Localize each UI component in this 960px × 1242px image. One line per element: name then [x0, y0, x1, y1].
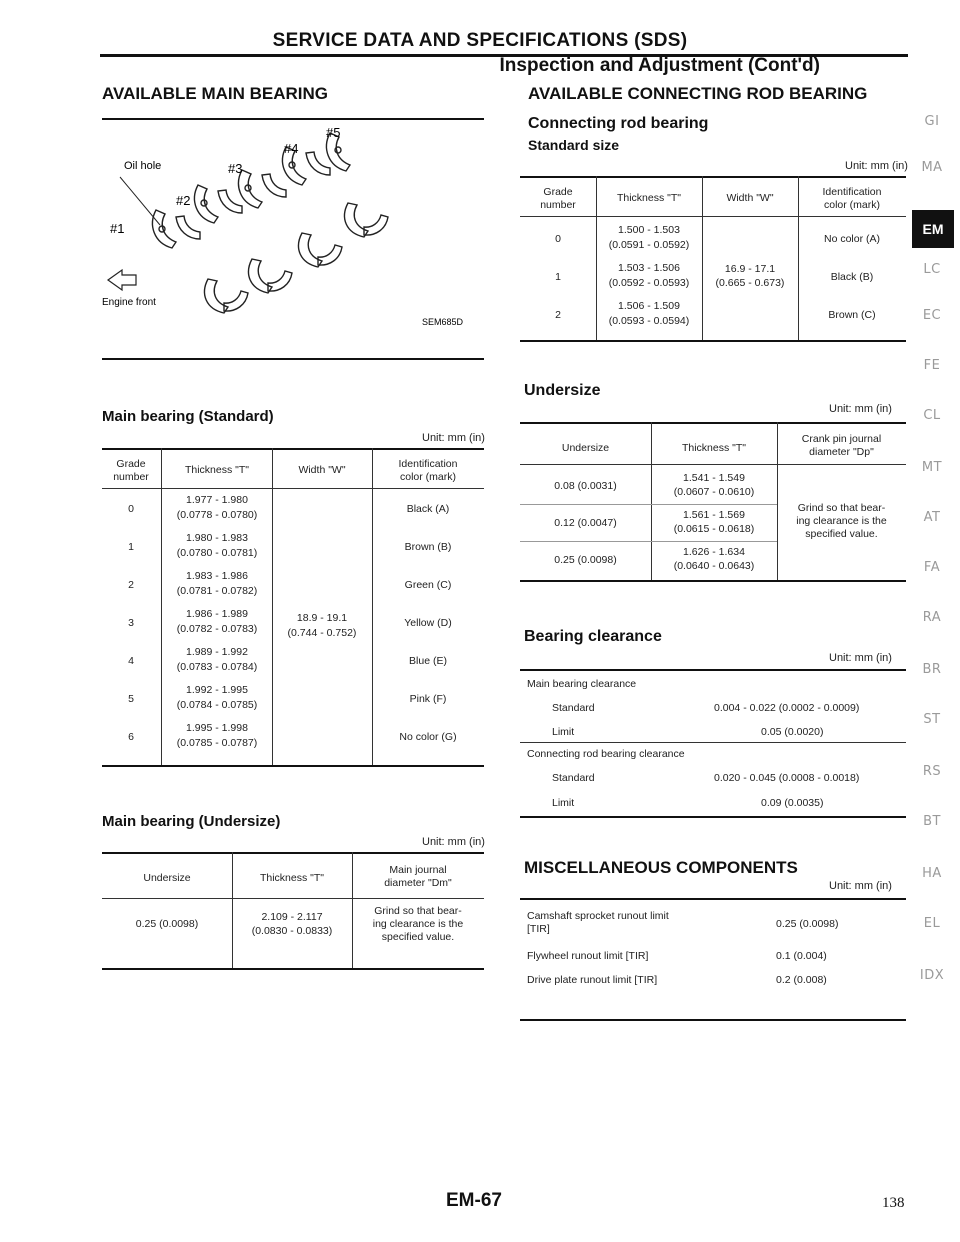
page-code: EM-67 — [446, 1190, 502, 1211]
section-tab-at: AT — [923, 510, 941, 525]
standard-size-heading: Standard size — [528, 137, 620, 153]
page-number: 138 — [882, 1195, 905, 1211]
main-under-header-rule — [102, 898, 484, 899]
main-under-thickness-in: (0.0830 - 0.0833) — [251, 925, 333, 937]
main-std-header-grade: Grade number — [113, 458, 149, 483]
main-std-width-in: (0.744 - 0.752) — [287, 627, 357, 639]
bearing-3-label: #3 — [228, 161, 243, 176]
misc-label: Drive plate runout limit [TIR] — [527, 974, 658, 986]
rod-under-size: 0.25 (0.0098) — [554, 554, 617, 566]
main-std-thickness-mm: 1.995 - 1.998 — [186, 722, 248, 734]
misc-unit: Unit: mm (in) — [829, 880, 892, 892]
main-std-thickness-mm: 1.977 - 1.980 — [186, 494, 248, 506]
main-std-color: Black (A) — [406, 503, 450, 515]
clearance-top-rule — [520, 669, 906, 671]
main-under-top-rule — [102, 852, 484, 854]
rod-std-grade: 0 — [555, 233, 561, 245]
page-subtitle: Inspection and Adjustment (Cont'd) — [499, 55, 820, 76]
rod-under-note: Grind so that bear- ing clearance is the specified value. — [796, 502, 887, 540]
rod-under-header-thickness: Thickness "T" — [681, 442, 747, 454]
section-tab-gi: GI — [924, 114, 940, 129]
main-std-thickness-mm: 1.989 - 1.992 — [186, 646, 248, 658]
main-under-bottom-rule — [102, 968, 484, 970]
main-std-thickness-in: (0.0785 - 0.0787) — [176, 737, 258, 749]
main-std-color: Pink (F) — [409, 693, 447, 705]
rod-std-thickness-in: (0.0593 - 0.0594) — [608, 315, 690, 327]
main-under-thickness-mm: 2.109 - 2.117 — [261, 911, 323, 923]
main-std-thickness-mm: 1.992 - 1.995 — [186, 684, 248, 696]
rod-std-thickness-in: (0.0592 - 0.0593) — [608, 277, 690, 289]
rod-std-width-in: (0.665 - 0.673) — [715, 277, 785, 289]
rod-under-header-journal: Crank pin journal diameter "Dp" — [801, 433, 882, 458]
main-std-thickness-in: (0.0783 - 0.0784) — [176, 661, 258, 673]
rod-under-row-rule — [520, 541, 777, 542]
section-tab-st: ST — [923, 712, 941, 727]
rod-std-unit: Unit: mm (in) — [845, 160, 908, 172]
rod-std-grade: 1 — [555, 271, 561, 283]
rod-under-bottom-rule — [520, 580, 906, 582]
section-tab-rs: RS — [922, 764, 942, 779]
misc-label: Flywheel runout limit [TIR] — [527, 950, 649, 962]
rod-under-thickness-mm: 1.626 - 1.634 — [683, 546, 745, 558]
rod-under-size: 0.08 (0.0031) — [554, 480, 617, 492]
clearance-bottom-rule — [520, 816, 906, 818]
rod-under-header-undersize: Undersize — [561, 442, 610, 454]
rod-clearance-standard-label: Standard — [552, 772, 595, 784]
misc-bottom-rule — [520, 1019, 906, 1021]
section-tab-ec: EC — [922, 308, 942, 323]
rod-clearance-standard-value: 0.020 - 0.045 (0.0008 - 0.0018) — [714, 772, 860, 784]
section-tab-lc: LC — [923, 262, 941, 277]
main-std-thickness-in: (0.0782 - 0.0783) — [176, 623, 258, 635]
main-std-grade: 3 — [128, 617, 134, 629]
rod-std-color: Black (B) — [830, 271, 874, 283]
misc-components-heading: MISCELLANEOUS COMPONENTS — [524, 858, 798, 877]
rod-std-header-width: Width "W" — [726, 192, 774, 204]
main-under-size: 0.25 (0.0098) — [135, 918, 199, 930]
rod-std-header-rule — [520, 216, 906, 217]
main-std-grade: 1 — [128, 541, 134, 553]
rod-under-thickness-in: (0.0640 - 0.0643) — [673, 560, 755, 572]
section-tab-mt: MT — [921, 460, 943, 475]
main-std-grade: 5 — [128, 693, 134, 705]
section-tab-bt: BT — [923, 814, 941, 829]
main-clearance-standard-label: Standard — [552, 702, 595, 714]
section-tab-fe: FE — [923, 358, 941, 373]
main-std-color: Blue (E) — [409, 655, 447, 667]
main-std-grade: 2 — [128, 579, 134, 591]
rod-under-unit: Unit: mm (in) — [829, 403, 892, 415]
main-under-header-thickness: Thickness "T" — [259, 872, 325, 884]
main-std-thickness-in: (0.0784 - 0.0785) — [176, 699, 258, 711]
clearance-mid-rule — [520, 742, 906, 743]
main-bearing-undersize-heading: Main bearing (Undersize) — [102, 813, 281, 830]
misc-value: 0.25 (0.0098) — [776, 918, 839, 930]
section-tab-fa: FA — [923, 560, 941, 575]
main-bearing-standard-heading: Main bearing (Standard) — [102, 408, 274, 425]
rod-std-grade: 2 — [555, 309, 561, 321]
main-std-color: Brown (B) — [404, 541, 452, 553]
main-std-bottom-rule — [102, 765, 484, 767]
rod-undersize-heading: Undersize — [524, 382, 601, 399]
rod-under-row-rule — [520, 504, 777, 505]
rod-std-thickness-in: (0.0591 - 0.0592) — [608, 239, 690, 251]
bearing-shell-2-upper — [195, 185, 218, 223]
rod-bearing-heading: Connecting rod bearing — [528, 115, 709, 132]
main-clearance-limit-label: Limit — [552, 726, 575, 738]
rod-std-header-grade: Grade number — [540, 186, 576, 211]
main-std-header-color: Identification color (mark) — [398, 458, 458, 483]
main-std-thickness-in: (0.0780 - 0.0781) — [176, 547, 258, 559]
section-tab-ra: RA — [922, 610, 942, 625]
main-under-header-undersize: Undersize — [143, 872, 191, 884]
rod-under-top-rule — [520, 422, 906, 424]
main-std-thickness-mm: 1.980 - 1.983 — [186, 532, 248, 544]
rod-under-thickness-mm: 1.561 - 1.569 — [683, 509, 745, 521]
rod-under-thickness-mm: 1.541 - 1.549 — [683, 472, 745, 484]
rod-clearance-limit-value: 0.09 (0.0035) — [761, 797, 824, 809]
main-std-header-width: Width "W" — [298, 464, 346, 476]
main-std-vline-2 — [272, 448, 273, 766]
main-std-grade: 4 — [128, 655, 134, 667]
main-clearance-standard-value: 0.004 - 0.022 (0.0002 - 0.0009) — [714, 702, 860, 714]
section-tab-br: BR — [922, 662, 942, 677]
main-bearing-illustration — [102, 125, 484, 330]
rod-std-thickness-mm: 1.503 - 1.506 — [618, 262, 680, 274]
main-std-unit: Unit: mm (in) — [422, 432, 485, 444]
section-tab-em: EM — [912, 210, 954, 248]
section-tab-ha: HA — [922, 866, 942, 881]
available-rod-bearing-heading: AVAILABLE CONNECTING ROD BEARING — [528, 84, 868, 103]
rod-under-size: 0.12 (0.0047) — [554, 517, 617, 529]
bearing-2-label: #2 — [176, 193, 191, 208]
section-tab-cl: CL — [923, 408, 941, 423]
figure-code: SEM685D — [422, 317, 464, 327]
main-std-color: Green (C) — [404, 579, 452, 591]
misc-value: 0.1 (0.004) — [776, 950, 827, 962]
rod-std-bottom-rule — [520, 340, 906, 342]
main-std-color: No color (G) — [399, 731, 457, 743]
main-clearance-label: Main bearing clearance — [527, 678, 637, 690]
figure-top-rule — [102, 118, 484, 120]
available-main-bearing-heading: AVAILABLE MAIN BEARING — [102, 84, 329, 103]
page-title: SERVICE DATA AND SPECIFICATIONS (SDS) — [272, 30, 688, 51]
main-std-top-rule — [102, 448, 484, 450]
main-clearance-limit-value: 0.05 (0.0020) — [761, 726, 824, 738]
misc-label: Camshaft sprocket runout limit [TIR] — [527, 910, 669, 935]
main-std-thickness-mm: 1.986 - 1.989 — [186, 608, 248, 620]
main-under-unit: Unit: mm (in) — [422, 836, 485, 848]
main-std-thickness-in: (0.0781 - 0.0782) — [176, 585, 258, 597]
section-tab-idx: IDX — [919, 968, 945, 983]
section-tab-ma: MA — [921, 160, 943, 175]
main-std-grade: 6 — [128, 731, 134, 743]
rod-std-color: No color (A) — [823, 233, 880, 245]
rod-under-thickness-in: (0.0615 - 0.0618) — [673, 523, 755, 535]
main-std-thickness-mm: 1.983 - 1.986 — [186, 570, 248, 582]
rod-std-thickness-mm: 1.506 - 1.509 — [618, 300, 680, 312]
rod-std-thickness-mm: 1.500 - 1.503 — [618, 224, 680, 236]
rod-std-width-mm: 16.9 - 17.1 — [724, 263, 776, 275]
main-std-header-rule — [102, 488, 484, 489]
clearance-unit: Unit: mm (in) — [829, 652, 892, 664]
rod-std-header-color: Identification color (mark) — [822, 186, 882, 211]
misc-value: 0.2 (0.008) — [776, 974, 827, 986]
main-std-grade: 0 — [128, 503, 134, 515]
rod-clearance-limit-label: Limit — [552, 797, 575, 809]
rod-std-top-rule — [520, 176, 906, 178]
main-under-header-journal: Main journal diameter "Dm" — [384, 864, 452, 889]
main-std-header-thickness: Thickness "T" — [184, 464, 250, 476]
main-std-thickness-in: (0.0778 - 0.0780) — [176, 509, 258, 521]
bearing-shell-1-upper — [153, 210, 176, 248]
figure-bottom-rule — [102, 358, 484, 360]
oil-hole-label: Oil hole — [124, 160, 162, 172]
main-std-width-mm: 18.9 - 19.1 — [296, 612, 348, 624]
bearing-clearance-heading: Bearing clearance — [524, 628, 662, 645]
rod-under-header-rule — [520, 464, 906, 465]
rod-under-thickness-in: (0.0607 - 0.0610) — [673, 486, 755, 498]
main-std-color: Yellow (D) — [404, 617, 452, 629]
main-std-vline-3 — [372, 448, 373, 766]
main-under-note: Grind so that bear- ing clearance is the specified value. — [372, 905, 464, 943]
bearing-5-label: #5 — [326, 125, 341, 140]
section-tab-el: EL — [923, 916, 941, 931]
rod-std-color: Brown (C) — [828, 309, 876, 321]
misc-top-rule — [520, 898, 906, 900]
rod-std-header-thickness: Thickness "T" — [616, 192, 682, 204]
engine-front-label: Engine front — [102, 297, 156, 308]
bearing-1-label: #1 — [110, 221, 125, 236]
rod-clearance-label: Connecting rod bearing clearance — [527, 748, 685, 760]
bearing-4-label: #4 — [284, 141, 299, 156]
